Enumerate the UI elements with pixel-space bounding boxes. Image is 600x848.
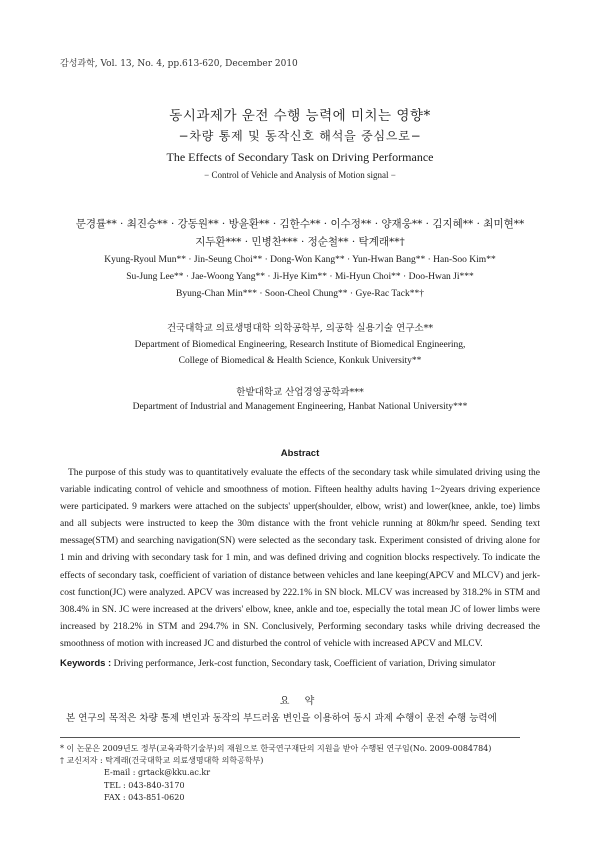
footnote-divider [60,737,520,738]
affiliation1-english-line: College of Biomedical & Health Science, Konkuk University** [178,356,422,366]
contact-tel: TEL : 043-840-3170 [104,780,185,790]
journal-citation: 감성과학, Vol. 13, No. 4, pp.613-620, December 2010 [60,59,298,69]
summary-text: 본 연구의 목적은 차량 통제 변인과 동작의 부드러움 변인을 이용하여 동시 과제 수행이 운전 수행 능력에 [66,713,497,724]
abstract-text: The purpose of this study was to quantitatively evaluate the effects of the secondary task while simulated driving using the variable indicating control of vehicle and smoothness of motion. Fifteen healthy adults having 1~2years driving experience were participated. 9 markers were attached on the subjects' upper(shoulder, elbow, wrist) and lower(knee, ankle, toe) limbs and all subjects were instructed to keep the 30m distance with the front vehicle running at 80km/hr speed. Sending text message(STM) and searching navigation(SN) were selected as the secondary task. Experiment consisted of driving alone for 1 min and driving with secondary task for 1 min, and was defined driving and cognition blocks respectively. To indicate the effects of secondary task, coefficient of variation of distance between vehicles and lane keeping(APCV and MLCV) and jerk-cost function(JC) were analyzed. APCV was increased by 222.1% in SN block. MLCV was increased by 318.2% in STM and 308.4% in SN. JC were increased at the drivers' elbow, knee, ankle and toe, especially the total mean JC of lower limbs were increased by 218.2% in STM and 294.7% in SN. Conclusively, Performing secondary tasks while driving decreased the smoothness of motion with increased JC and disturbed the control of vehicle with increased APCV and MLCV. [60,468,540,649]
keywords-label: Keywords : [60,658,112,669]
authors-korean-line: 지두환*** · 민병찬*** · 정순철** · 탁계래**† [195,236,405,248]
summary-heading: 요 약 [279,696,321,707]
affiliation1-english [40,337,560,369]
footnotes [60,743,540,804]
affiliation2-korean: 한밭대학교 산업경영공학과*** [236,387,364,398]
contact-email: E-mail : grtack@kku.ac.kr [104,768,211,778]
affiliation1-english-line: Department of Biomedical Engineering, Research Institute of Biomedical Engineering, [134,340,466,350]
title-english: The Effects of Secondary Task on Driving Performance [166,150,434,164]
abstract-body [60,465,540,653]
subtitle-korean: −차량 통제 및 동작신호 해석을 중심으로− [178,129,422,143]
authors-english [40,252,560,303]
authors-korean-line: 문경률** · 최진승** · 강동원** · 방윤환** · 김한수** · 이수정** · 양재웅** · 김지혜** · 최미현** [75,218,525,230]
affiliation1-korean: 건국대학교 의료생명대학 의학공학부, 의공학 실용기술 연구소** [166,323,434,334]
authors-english-line: Kyung-Ryoul Mun** · Jin-Seung Choi** · Dong-Won Kang** · Yun-Hwan Bang** · Han-Soo Kim** [104,255,496,265]
abstract-heading: Abstract [280,448,320,459]
summary-body [60,710,540,724]
title-korean: 동시과제가 운전 수행 능력에 미치는 영향* [169,108,431,124]
contact-fax: FAX : 043-851-0620 [104,792,185,802]
subtitle-english: − Control of Vehicle and Analysis of Motion signal − [204,170,396,180]
affiliation2-english: Department of Industrial and Management Engineering, Hanbat National University*** [132,402,468,412]
authors-english-line: Su-Jung Lee** · Jae-Woong Yang** · Ji-Hye Kim** · Mi-Hyun Choi** · Doo-Hwan Ji*** [126,272,474,282]
keywords-text: Driving performance, Jerk-cost function, Secondary task, Coefficient of variation, Driving simulator [113,659,496,669]
footnote-funding: * 이 논문은 2009년도 정부(교육과학기술부)의 재원으로 한국연구재단의 지원을 받아 수행된 연구임(No. 2009-0084784) [60,744,492,753]
authors-korean [40,215,560,251]
keywords [60,658,540,669]
footnote-corresponding-author: † 교신저자 : 탁계래(건국대학교 의료생명대학 의학공학부) [60,756,264,766]
authors-english-line: Byung-Chan Min*** · Soon-Cheol Chung** · Gye-Rac Tack**† [176,289,424,299]
